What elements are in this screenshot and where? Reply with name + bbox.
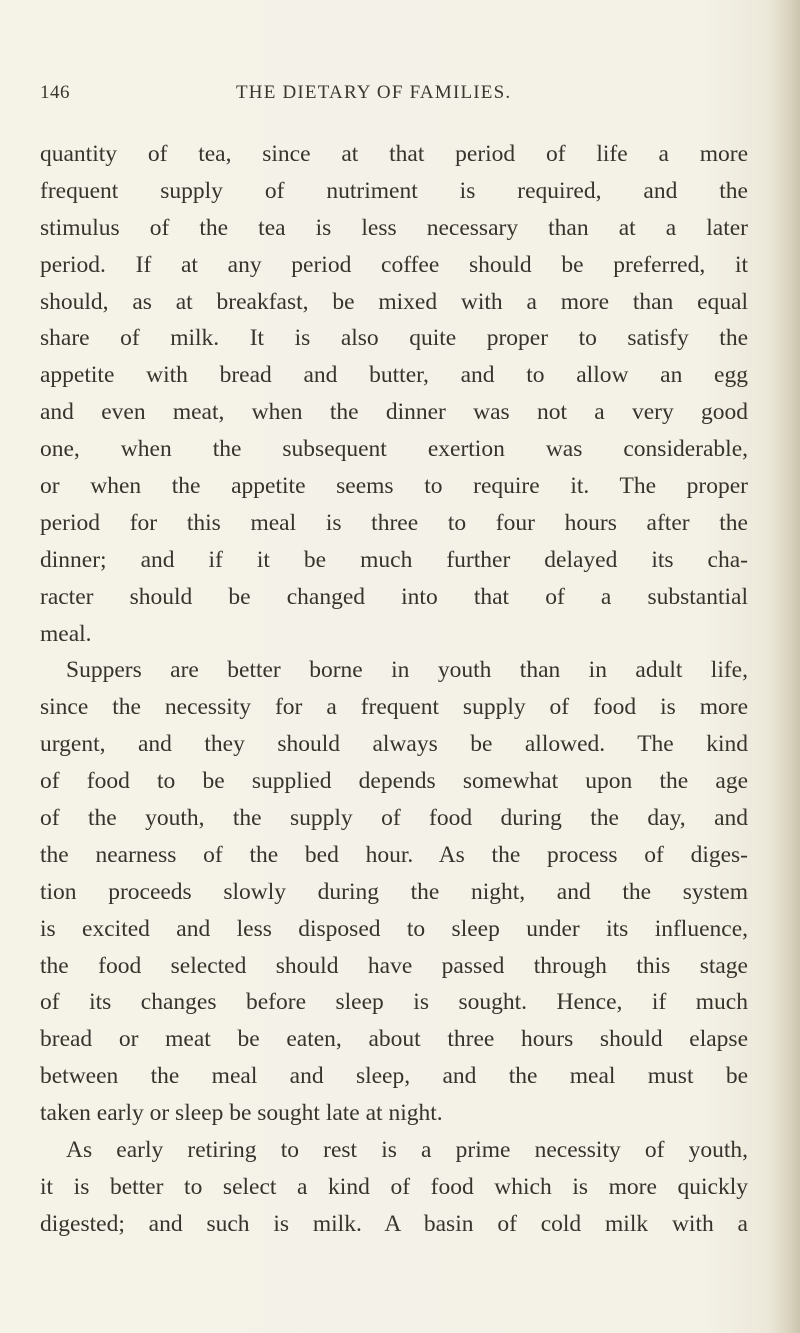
text-line: of its changes before sleep is sought. Hence, if much: [40, 989, 748, 1016]
text-line: the nearness of the bed hour. As the process of diges-: [40, 841, 748, 868]
page-edge-shadow: [770, 0, 800, 1333]
text-line: urgent, and they should always be allowed. The kind: [40, 731, 748, 758]
text-line: racter should be changed into that of a substantial: [40, 583, 748, 610]
text-line: share of milk. It is also quite proper to satisfy the: [40, 325, 748, 352]
text-line: period. If at any period coffee should be preferred, it: [40, 251, 748, 278]
text-line: should, as at breakfast, be mixed with a more than equal: [40, 288, 748, 315]
text-line: or when the appetite seems to require it. The proper: [40, 473, 748, 500]
text-line: of food to be supplied depends somewhat upon the age: [40, 768, 748, 795]
text-line: dinner; and if it be much further delayed its cha-: [40, 546, 748, 573]
text-line: meal.: [40, 620, 92, 647]
text-line: and even meat, when the dinner was not a very good: [40, 399, 748, 426]
text-line: since the necessity for a frequent supply of food is more: [40, 694, 748, 721]
running-head: THE DIETARY OF FAMILIES.: [236, 82, 512, 103]
text-line: one, when the subsequent exertion was considerable,: [40, 436, 748, 463]
text-line: taken early or sleep be sought late at night.: [40, 1100, 443, 1127]
text-line: bread or meat be eaten, about three hours should elapse: [40, 1026, 748, 1053]
text-line: period for this meal is three to four hours after the: [40, 509, 748, 536]
body-text: [40, 136, 748, 1243]
text-line: stimulus of the tea is less necessary than at a later: [40, 214, 748, 241]
text-line: it is better to select a kind of food which is more quickly: [40, 1173, 748, 1200]
text-line: tion proceeds slowly during the night, and the system: [40, 878, 748, 905]
text-line: is excited and less disposed to sleep under its influence,: [40, 915, 748, 942]
text-line: Suppers are better borne in youth than in adult life,: [66, 657, 748, 684]
page-number: 146: [40, 82, 70, 103]
text-line: digested; and such is milk. A basin of cold milk with a: [40, 1210, 748, 1237]
text-line: the food selected should have passed through this stage: [40, 952, 748, 979]
text-line: quantity of tea, since at that period of life a more: [40, 141, 748, 167]
text-line: between the meal and sleep, and the meal must be: [40, 1063, 748, 1090]
text-line: appetite with bread and butter, and to allow an egg: [40, 362, 748, 389]
text-line: As early retiring to rest is a prime necessity of youth,: [66, 1137, 748, 1164]
text-line: of the youth, the supply of food during the day, and: [40, 805, 748, 832]
text-line: frequent supply of nutriment is required, and the: [40, 177, 748, 204]
page-header: [0, 82, 800, 112]
